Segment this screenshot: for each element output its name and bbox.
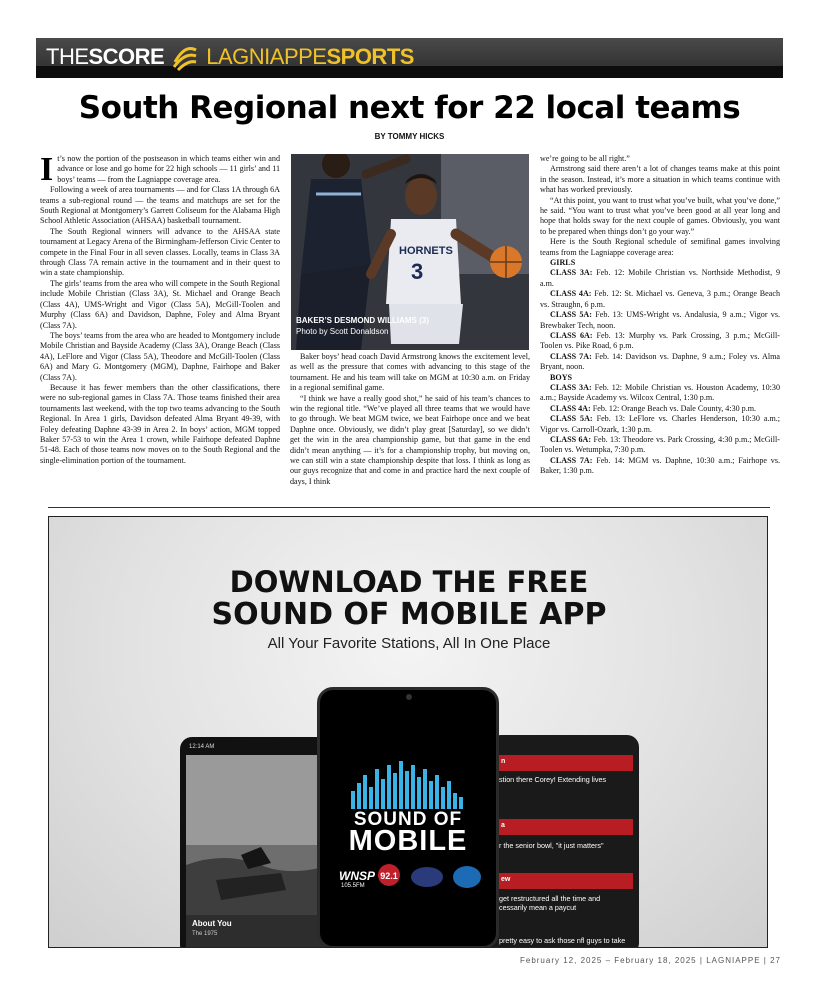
schedule-item: CLASS 6A: Feb. 13: Theodore vs. Park Crossing, 4:30 p.m.; McGill-Toolen vs. Wetumpka, 7:30 p.m.	[540, 434, 780, 455]
schedule-item: CLASS 6A: Feb. 13: Murphy vs. Park Crossing, 3 p.m.; McGill-Toolen vs. Pike Road, 6 p.m.	[540, 330, 781, 351]
chat-username: a	[501, 822, 505, 829]
chat-header	[497, 819, 633, 835]
schedule-item: CLASS 4A: Feb. 12: Orange Beach vs. Dale County, 4:30 p.m.	[550, 403, 757, 413]
schedule-item: CLASS 3A: Feb. 12: Mobile Christian vs. Northside Methodist, 9 a.m.	[540, 268, 781, 288]
app-logo-line-1: SOUND OF	[353, 809, 463, 830]
chat-header	[497, 755, 633, 771]
issue-dates: February 12, 2025 – February 18, 2025	[519, 956, 697, 965]
chat-message: r the senior bowl, "it just matters"	[499, 841, 604, 850]
chat-username: ew	[501, 876, 511, 883]
ad-title-line-2: SOUND OF MOBILE APP	[211, 597, 607, 632]
drop-cap: I	[40, 151, 54, 188]
publication-name: LAGNIAPPE	[706, 956, 761, 965]
photo-caption: BAKER’S DESMOND WILLIAMS (3)	[296, 316, 429, 325]
boys-heading: BOYS	[550, 372, 573, 382]
article-paragraph: The South Regional winners will advance to the AHSAA state tournament at Legacy Arena of the Birmingham-Jefferson Civic Center to compete in the Final Four in all seven classes. Locally, teams in Class 3A through Class 7A remain active in the tournament and in their quest to win a state championship.	[40, 226, 280, 278]
article-paragraph: Baker boys’ head coach David Armstrong knows the excitement level, as well as the pressure that comes with advancing to this stage of the tournament. He and his team will take on MGM at 10:30 a.m. on Friday in a regional semifinal game.	[290, 352, 530, 393]
article-paragraph: “At this point, you want to trust what you’ve built, what you’ve done,” he said. “You want to trust what you’ve been good at all year long and hope that holds sway for the next couple of games. Obviously, you want to be prepared when things don’t go your way.”	[540, 195, 780, 236]
chat-message: get restructured all the time and cessarily mean a paycut	[499, 894, 601, 912]
station-logos-icon	[377, 863, 487, 891]
equalizer-icon	[347, 761, 467, 811]
chat-header	[497, 873, 633, 889]
banner-score: SCORE	[88, 44, 165, 69]
ad-title-line-1: DOWNLOAD THE FREE	[229, 565, 589, 599]
article-paragraph: The boys’ teams from the area who are headed to Montgomery include Mobile Christian and Bayside Academy (Class 3A), Orange Beach (Class 4A), LeFlore and Vigor (Class 5A), Theodore and McGill-Toolen (Class 6A) and Mary G. Montgomery (MGM), Daphne, Fairhope and Baker (Class 7A).	[40, 330, 280, 382]
article-paragraph: Armstrong said there aren’t a lot of changes teams make at this point in the season. Instead, it’s more a situation in which teams continue with what has worked previously.	[540, 164, 780, 195]
banner-the: THE	[46, 44, 89, 69]
jersey-text: HORNETS	[399, 245, 453, 257]
schedule-item: CLASS 4A: Feb. 12: St. Michael vs. Geneva, 3 p.m.; Orange Beach vs. Straughn, 6 p.m.	[540, 289, 781, 309]
left-phone-track: About You	[192, 919, 232, 928]
station-921-label: 92.1	[380, 871, 398, 881]
section-title	[46, 43, 414, 71]
banner-lagniappe: LAGNIAPPE	[206, 44, 327, 69]
camera-icon	[406, 694, 412, 700]
page-footer: February 12, 2025 – February 18, 2025 | LAGNIAPPE | 27	[519, 956, 781, 965]
swirl-logo-icon	[170, 42, 200, 72]
station-wnsp-frequency: 105.5FM	[341, 883, 365, 889]
article-paragraph: “I think we have a really good shot,” he said of his team’s chances to win the regional title. “We’ve played all three teams that we would have to go through. We beat MGM twice, we beat Fairhope once and we beat Daphne once. Obviously, we didn’t play great [Saturday], so we didn’t get the win in the area championship game, but that game in the end didn’t mean anything — it’s for a championship trophy, but moving on, we can still win a state championship despite that loss. I think as long as our guys recognize that and come in and practice hard the next couple of days, I think	[290, 393, 530, 486]
schedule-item: CLASS 3A: Feb. 12: Mobile Christian vs. Houston Academy, 10:30 a.m.; Bayside Academy vs. Wilcox Central, 1:30 p.m.	[540, 382, 780, 403]
article-paragraph: Here is the South Regional schedule of semifinal games involving teams from the Lagniappe coverage area:	[540, 237, 780, 257]
schedule-item: CLASS 5A: Feb. 13: LeFlore vs. Charles Henderson, 10:30 a.m.; Vigor vs. Carroll-Ozark, 1:30 p.m.	[540, 414, 781, 434]
schedule-item: CLASS 7A: Feb. 14: MGM vs. Daphne, 10:30 a.m.; Fairhope vs. Baker, 1:30 p.m.	[540, 455, 780, 476]
left-phone-artist: The 1975	[192, 931, 218, 937]
article-headline: South Regional next for 22 local teams	[78, 90, 741, 126]
left-phone	[180, 737, 340, 948]
station-wnsp: WNSP	[339, 869, 375, 883]
chat-message: stion there Corey! Extending lives	[499, 775, 607, 784]
article-paragraph: Following a week of area tournaments — and for Class 1A through 6A teams a sub-regional round — the teams and matchups are set for the South Regional at Montgomery’s Garrett Coliseum for the Alabama High School Athletic Association (AHSAA) basketball tournament.	[40, 185, 280, 226]
schedule-item: CLASS 5A: Feb. 13: UMS-Wright vs. Andalusia, 9 a.m.; Vigor vs. Brewbaker Tech, noon.	[540, 310, 781, 330]
article-paragraph: The girls’ teams from the area who will compete in the South Regional include Mobile Christian (Class 3A), St. Michael and Orange Beach (Class 4A), UMS-Wright and Vigor (Class 5A), McGill-Toolen and Murphy (Class 6A) and Davidson, Daphne, Foley and Alma Bryant (Class 7A).	[40, 278, 280, 330]
photo-credit: Photo by Scott Donaldson	[296, 327, 389, 336]
chat-username: n	[501, 758, 506, 765]
app-logo-line-2: MOBILE	[348, 825, 468, 857]
left-phone-time: 12:14 AM	[189, 744, 215, 750]
ad-subtitle: All Your Favorite Stations, All In One Place	[267, 635, 551, 652]
banner-sports: SPORTS	[326, 44, 414, 69]
article-column-1	[40, 151, 280, 466]
page-number: 27	[770, 956, 781, 965]
article-paragraph: Because it has fewer members than the other classifications, there were no sub-regional games in Class 7A. Those teams finished their area tournaments last weekend, with the top two teams advancing to the South Regional. In Area 1 girls, Davidson defeated Alma Bryant 49-39, with Foley defeating Daphne 43-39 in Area 2. In boys’ action, MGM topped Baker 57-53 to win the Area 1 crown, while Fairhope defeated Daphne 51-48. Each of those teams now moves on to the South Regional and the single-elimination portion of the tournament.	[40, 382, 280, 465]
jersey-number: 3	[411, 259, 424, 284]
girls-heading: GIRLS	[550, 258, 576, 268]
article-column-2	[290, 352, 530, 487]
chat-message: pretty easy to ask those nfl guys to take	[499, 936, 626, 945]
article-byline: BY TOMMY HICKS	[374, 132, 445, 141]
article-paragraph: It’s now the portion of the postseason in which teams either win and advance or lose and go home for 22 high schools — 11 girls’ and 11 boys’ teams — from the Lagniappe coverage area.	[40, 151, 280, 188]
app-advertisement	[48, 516, 768, 948]
section-divider	[48, 507, 770, 508]
article-column-3	[540, 154, 780, 477]
article-paragraph: we’re going to be all right.”	[540, 154, 630, 163]
schedule-item: CLASS 7A: Feb. 14: Davidson vs. Daphne, 9 a.m.; Foley vs. Alma Bryant, noon.	[540, 351, 780, 372]
